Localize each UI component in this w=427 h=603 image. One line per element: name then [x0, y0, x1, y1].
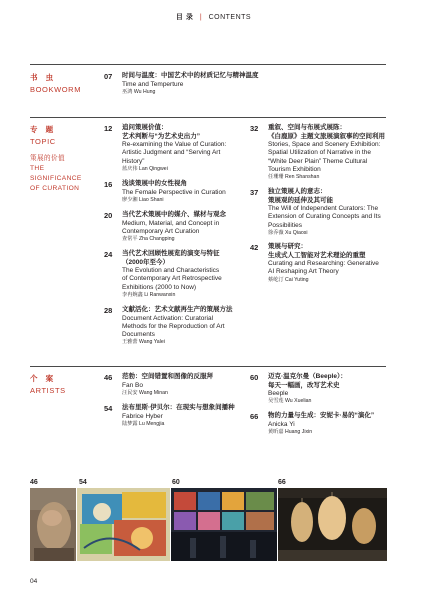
entry-author: 徐乔薇 Xu Qiaosi — [268, 229, 308, 236]
artwork-thumbnails — [30, 488, 387, 561]
page-number: 66 — [250, 412, 259, 421]
contents-header — [0, 12, 427, 22]
page-number: 37 — [250, 188, 259, 197]
entry-title-en: Anicka Yi — [268, 420, 295, 428]
header-zh: 目 录 — [175, 14, 194, 21]
thumbnail-beeple[interactable] — [171, 488, 277, 561]
entry-title-en: AI Reshaping Art Theory — [268, 268, 339, 276]
entry-title-en: Medium, Material, and Concept in — [122, 219, 220, 227]
entry-title-zh: 重叙、空间与布展式展陈： — [268, 124, 346, 131]
entry-title-en: The Female Perspective in Curation — [122, 188, 226, 196]
section-rule-artists — [30, 366, 386, 367]
entry-title-en: Documents — [122, 331, 155, 339]
entry-author: 黄昕嘉 Huang Jixin — [268, 428, 313, 435]
entry-author: 蓝庆伟 Lan Qingwei — [122, 165, 168, 172]
entry-title-en: Extension of Curating Concepts and Its — [268, 213, 381, 221]
page-number: 12 — [104, 124, 113, 133]
entry-title-en: Document Activation: Curatorial — [122, 314, 214, 322]
thumbnail-fabrice-hyber[interactable] — [77, 488, 170, 561]
thumbnail-page-number: 54 — [79, 479, 87, 486]
entry-title-en: Exhibitions (2000 to Now) — [122, 283, 197, 291]
thumbnail-page-number: 60 — [172, 479, 180, 486]
entry-title-en: Possibilities — [268, 221, 302, 229]
entry-title-zh: 法布里斯·伊贝尔：在现实与想象间播种 — [122, 404, 235, 411]
page-number: 16 — [104, 180, 113, 189]
subtitle-en-line: SIGNIFICANCE — [30, 175, 82, 182]
entry-author: 李冉婉鑫 Li Ranwanxin — [122, 291, 176, 298]
entry-author: 查常平 Zha Changping — [122, 236, 175, 243]
section-title-en: BOOKWORM — [30, 85, 82, 94]
section-title-zh: 书 虫 — [30, 73, 57, 82]
page-number: 46 — [104, 373, 113, 382]
entry-title-zh: 范勃：空间错置和图像的反服拜 — [122, 373, 213, 380]
entry-title-zh: 时间与温度：中国艺术中的材质记忆与精神温度 — [122, 72, 259, 79]
entry-title-zh: 文献活化：艺术文献再生产的策展方法 — [122, 306, 233, 313]
entry-author: 王雅蕾 Wang Yalei — [122, 339, 165, 346]
section-label-bookworm — [30, 72, 81, 94]
entry-title-en: Spatial Utilization of Narrative in the — [268, 149, 371, 157]
entry-title-zh: 艺术判断与“为艺术史出力” — [122, 132, 200, 140]
entry-title-en: Stories, Space and Scenery Exhibition: — [268, 141, 381, 148]
entry-title-zh: 浅谈策展中的女性视角 — [122, 180, 187, 187]
entry-title-en: Time and Temperture — [122, 80, 184, 88]
entry-title-en: Re-examining the Value of Curation: — [122, 141, 227, 148]
entry-title-zh: 当代艺术回顾性展览的演变与特征 — [122, 250, 220, 257]
section-title-en: ARTISTS — [30, 386, 66, 395]
section-rule-bookworm — [30, 64, 386, 65]
entry-title-zh: 当代艺术策展中的媒介、媒材与观念 — [122, 211, 226, 218]
section-title-zh: 个 案 — [30, 374, 57, 383]
section-title-en: TOPIC — [30, 137, 56, 146]
entry-title-en: Fan Bo — [122, 381, 143, 389]
entry-title-en: of Contemporary Art Retrospective — [122, 275, 222, 283]
entry-author: 吴雪莲 Wu Xuelian — [268, 398, 312, 405]
page-number: 60 — [250, 373, 259, 382]
section-subtitle — [30, 154, 82, 194]
entry-title-en: Fabrice Hyber — [122, 412, 163, 420]
entry-title-zh: 独立策展人的意志： — [268, 188, 327, 195]
entry-title-zh: 物的力量与生成：安妮卡·易的“演化” — [268, 412, 375, 419]
entry-title-zh: 生成式人工智能对艺术理论的重塑 — [268, 251, 366, 259]
entry-title-zh: 策展观的延伸及其可能 — [268, 196, 333, 204]
header-separator: | — [199, 14, 203, 21]
entry-title-zh: 策展与研究： — [268, 243, 307, 250]
thumbnail-fan-bo[interactable] — [30, 488, 76, 561]
entry-author: 蔡屹汀 Cai Yuting — [268, 276, 309, 283]
section-label-artists — [30, 373, 66, 395]
entry-title-zh: 《白鹿原》主题文旅展演叙事的空间利用 — [268, 132, 385, 140]
entry-author: 汪民安 Wang Minan — [122, 389, 168, 396]
entry-title-en: The Will of Independent Curators: The — [268, 205, 379, 212]
subtitle-en-line: THE — [30, 165, 45, 172]
entry-title-en: History” — [122, 157, 145, 165]
entry-title-en: Artistic Judgment and “Serving Art — [122, 149, 221, 157]
page-number: 28 — [104, 306, 113, 315]
page-number: 42 — [250, 243, 259, 252]
page-number: 24 — [104, 250, 113, 259]
header-en: CONTENTS — [208, 14, 252, 21]
subtitle-en-line: OF CURATION — [30, 185, 80, 192]
entry-title-zh: （2000年至今） — [122, 258, 169, 266]
section-title-zh: 专 题 — [30, 125, 57, 134]
thumbnail-anicka-yi[interactable] — [278, 488, 387, 561]
page-number: 20 — [104, 211, 113, 220]
page-number: 32 — [250, 124, 259, 133]
entry-title-en: “White Deer Plain” Theme Cultural — [268, 157, 368, 165]
entry-title-zh: 每天一幅画，改写艺术史 — [268, 381, 340, 389]
thumbnail-page-number: 66 — [278, 479, 286, 486]
entry-title-zh: 追问策展价值： — [122, 124, 168, 131]
entry-author: 陆梦露 Lu Mengjia — [122, 420, 165, 427]
subtitle-zh: 策展的价值 — [30, 155, 65, 162]
entry-author: 巫鸿 Wu Hung — [122, 88, 156, 95]
section-label-topic — [30, 124, 82, 194]
entry-author: 任珊珊 Ren Shanshan — [268, 174, 320, 181]
entry-title-en: Beeple — [268, 390, 289, 397]
entry-title-zh: 迈克·温克尔曼（Beeple）： — [268, 373, 347, 380]
page-folio: 04 — [30, 578, 38, 585]
entry-title-en: Contemporary Art Curation — [122, 227, 200, 235]
entry-title-en: Methods for the Reproduction of Art — [122, 322, 225, 330]
entry-author: 廖少湘 Liao Shani — [122, 196, 164, 203]
entry-title-en: The Evolution and Characteristics — [122, 267, 220, 274]
section-rule-topic — [30, 117, 386, 118]
page-number: 54 — [104, 404, 113, 413]
page-number: 07 — [104, 72, 113, 81]
entry-title-en: Curating and Researching: Generative — [268, 260, 379, 267]
thumbnail-page-number: 46 — [30, 479, 38, 486]
entry-title-en: Tourism Exhibition — [268, 165, 321, 173]
